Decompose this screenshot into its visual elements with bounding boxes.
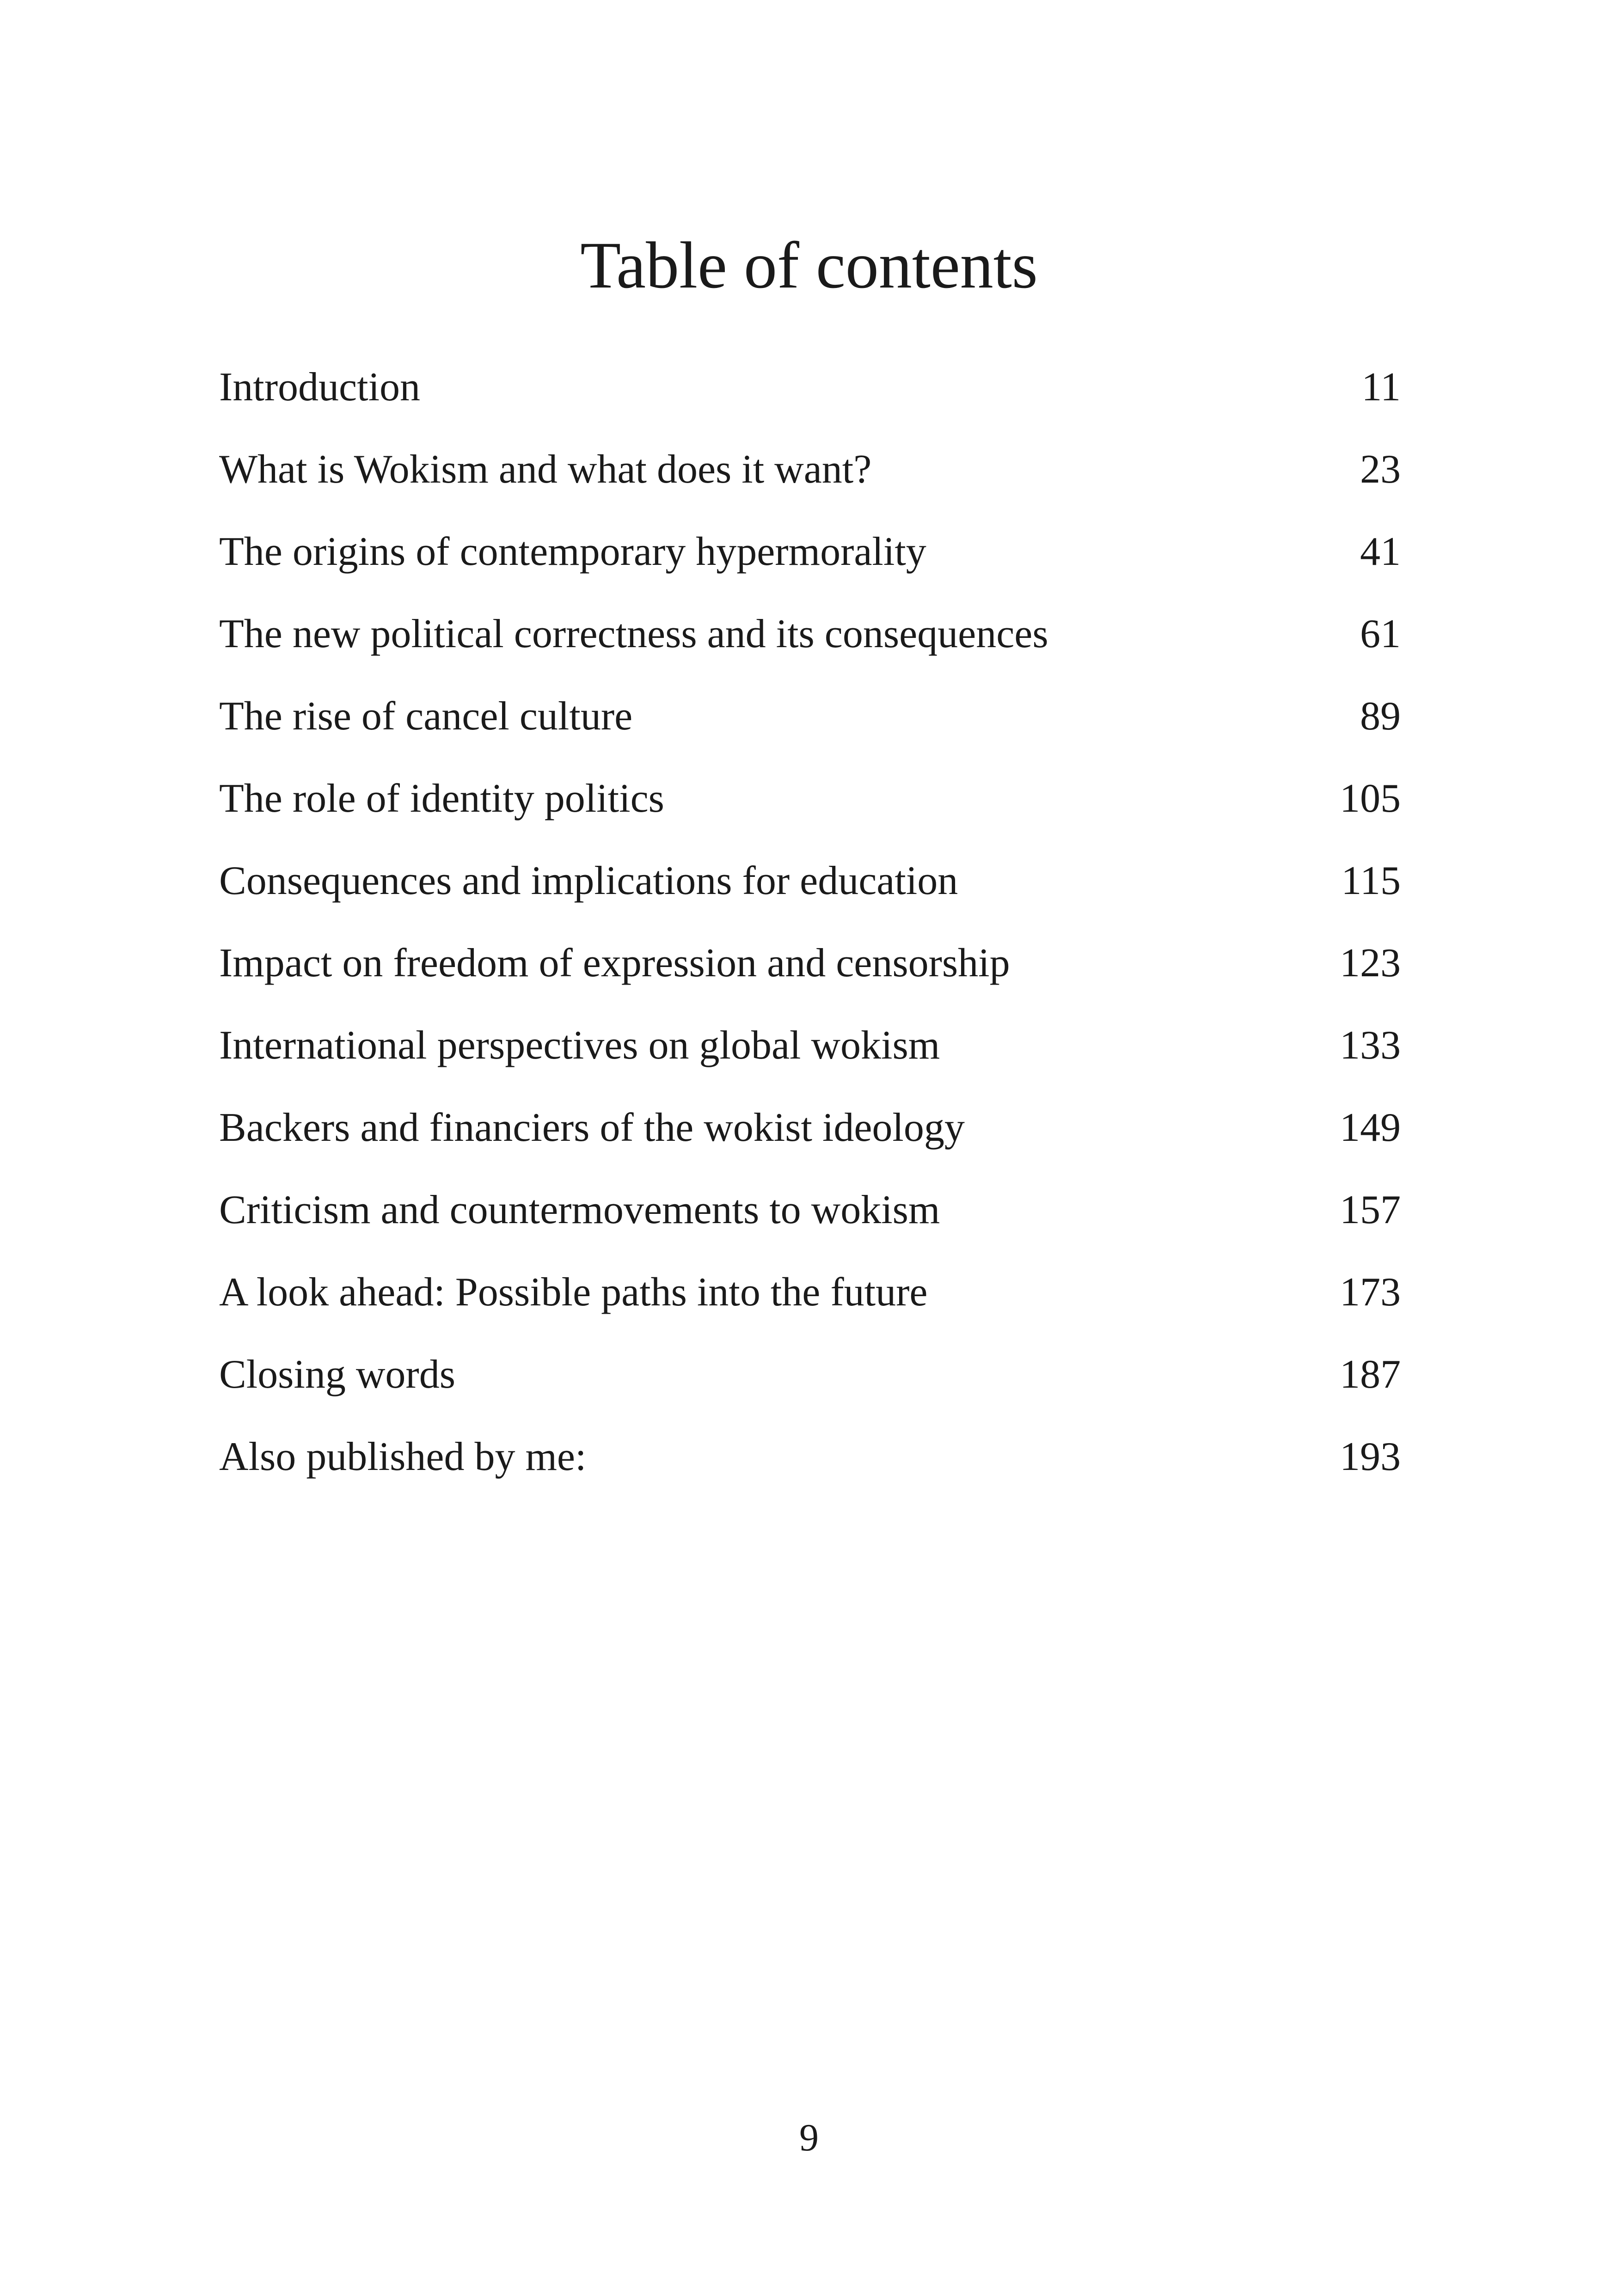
toc-entry-title: Consequences and implications for education [219,858,958,903]
toc-entry-page: 173 [1340,1270,1401,1315]
toc-entry-title: The new political correctness and its consequences [219,612,1048,656]
toc-entry-page: 115 [1341,858,1401,903]
toc-entry-page: 105 [1340,776,1401,821]
toc-entry-page: 157 [1340,1188,1401,1232]
toc-entry-title: The origins of contemporary hypermorality [219,529,926,574]
toc-entry [219,1347,1401,1429]
toc-entry-title: The rise of cancel culture [219,694,633,739]
page-number: 9 [799,2116,819,2159]
toc-entry [219,771,1401,853]
toc-entry [219,442,1401,524]
toc-entry-title: Also published by me: [219,1434,587,1479]
toc-entry-title: Criticism and countermovements to wokism [219,1188,940,1232]
toc-entry [219,1429,1401,1512]
toc-entry-title: Impact on freedom of expression and censorship [219,941,1010,986]
toc-entry [219,606,1401,689]
toc-entry [219,936,1401,1018]
toc-entry-page: 11 [1361,365,1401,410]
toc-entry [219,853,1401,936]
toc-entry [219,360,1401,442]
toc-entry-title: What is Wokism and what does it want? [219,447,872,492]
toc-entry-page: 61 [1360,612,1401,656]
toc-entry [219,1018,1401,1100]
toc-entry-page: 193 [1340,1434,1401,1479]
page-title: Table of contents [580,229,1038,302]
toc-entry [219,689,1401,771]
toc-entry [219,1100,1401,1182]
toc-entry-page: 149 [1340,1105,1401,1150]
toc-entry [219,1182,1401,1265]
toc-entry-title: Closing words [219,1352,455,1397]
toc-entry [219,524,1401,606]
toc-entry [219,1265,1401,1347]
toc-entry-title: Backers and financiers of the wokist ideology [219,1105,965,1150]
toc-entry-title: International perspectives on global wokism [219,1023,940,1068]
toc-entry-title: Introduction [219,365,421,410]
toc-entry-page: 23 [1360,447,1401,492]
toc-entry-title: The role of identity politics [219,776,664,821]
toc-entry-page: 187 [1340,1352,1401,1397]
toc-entry-page: 133 [1340,1023,1401,1068]
toc-entry-page: 123 [1340,941,1401,986]
toc-entry-title: A look ahead: Possible paths into the future [219,1270,928,1315]
toc-entry-page: 41 [1360,529,1401,574]
toc-list [219,360,1401,1512]
toc-entry-page: 89 [1360,694,1401,739]
